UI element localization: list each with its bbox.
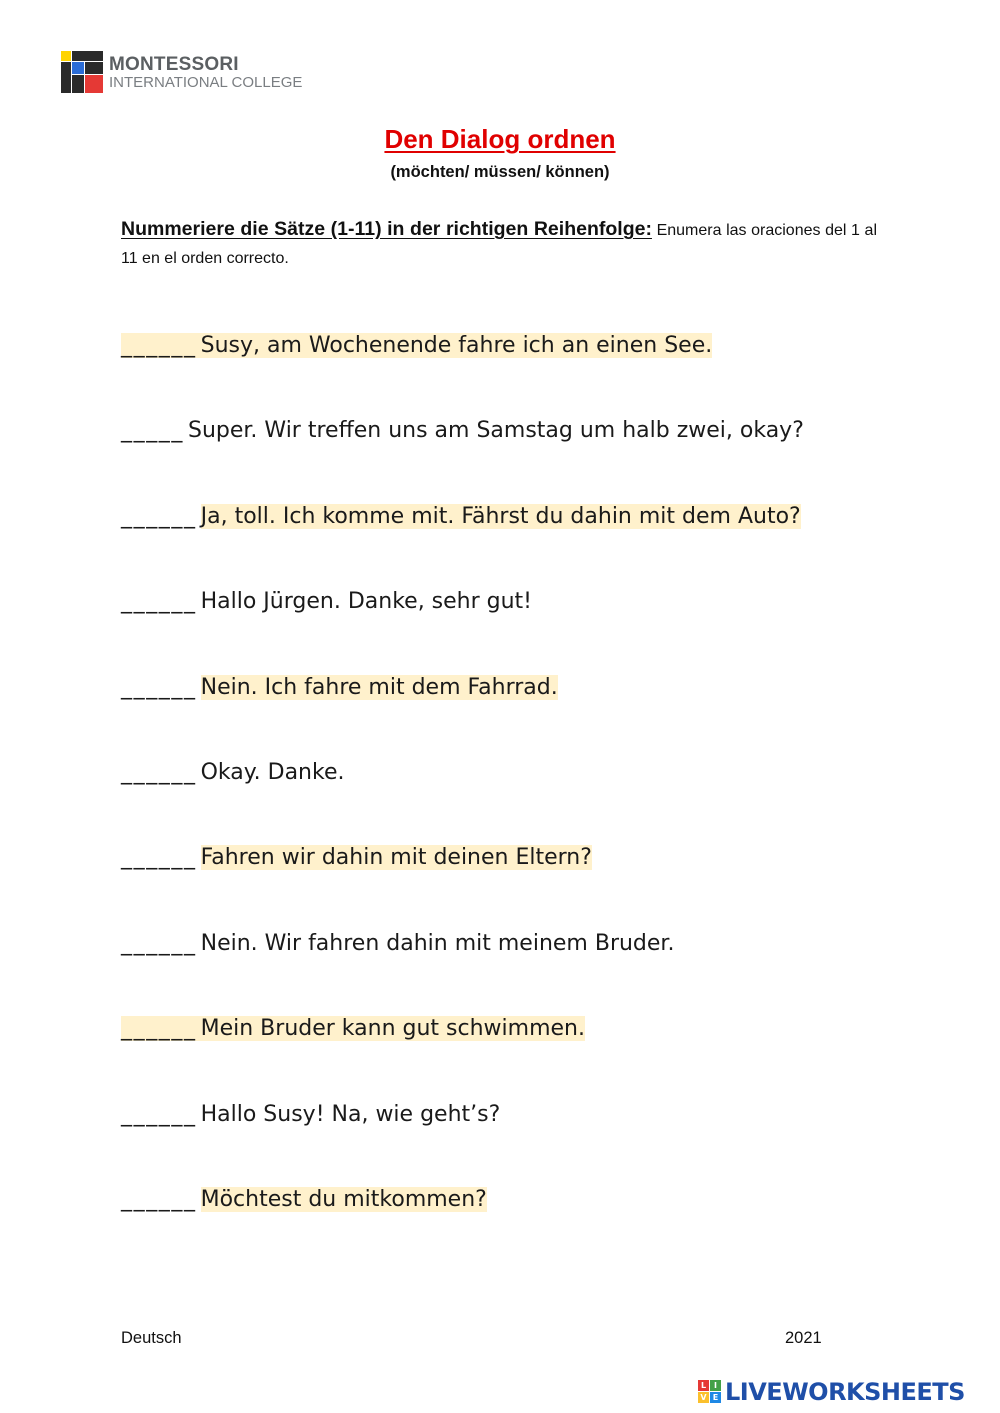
sentence-item <box>121 757 901 842</box>
liveworksheets-brand[interactable] <box>698 1378 965 1406</box>
answer-blank[interactable]: _____ <box>121 418 184 444</box>
footer-subject: Deutsch <box>121 1329 182 1347</box>
answer-blank[interactable]: ______ <box>121 333 201 358</box>
sentence-item <box>121 1099 901 1184</box>
answer-blank[interactable]: ______ <box>121 674 197 700</box>
instruction-german: Nummeriere die Sätze (1-11) in der richtigen Reihenfolge: <box>121 218 652 240</box>
sentence-text: Möchtest du mitkommen? <box>200 1186 487 1212</box>
answer-blank[interactable]: ______ <box>121 1016 201 1041</box>
sentence-text: Fahren wir dahin mit deinen Eltern? <box>200 845 592 871</box>
sentence-text: Nein. Wir fahren dahin mit meinem Bruder. <box>200 930 675 956</box>
sentence-text: Hallo Susy! Na, wie geht’s? <box>200 1101 501 1127</box>
sentence-text: Hallo Jürgen. Danke, sehr gut! <box>200 589 533 615</box>
answer-blank[interactable]: ______ <box>121 759 197 785</box>
lw-mark-letter: V <box>698 1392 709 1403</box>
instruction-spanish: Enumera las oraciones del 1 al 11 en el orden correcto. <box>121 222 877 267</box>
lw-mark-letter: I <box>710 1380 721 1391</box>
answer-blank[interactable]: ______ <box>121 845 197 871</box>
logo-name: MONTESSORI <box>109 53 239 75</box>
footer-year: 2021 <box>785 1329 822 1347</box>
sentence-item <box>121 586 901 671</box>
liveworksheets-name: LIVEWORKSHEETS <box>725 1378 965 1406</box>
liveworksheets-logo-icon <box>698 1380 722 1404</box>
sentence-text: Super. Wir treffen uns am Samstag um halb zwei, okay? <box>188 418 804 444</box>
sentence-item <box>121 672 901 757</box>
sentence-text: Nein. Ich fahre mit dem Fahrrad. <box>200 674 558 700</box>
lw-mark-letter: E <box>710 1392 721 1403</box>
lw-mark-letter: L <box>698 1380 709 1391</box>
sentence-item <box>121 1013 901 1098</box>
sentence-item <box>121 415 901 500</box>
sentence-text: Mein Bruder kann gut schwimmen. <box>200 1016 585 1042</box>
answer-blank[interactable]: ______ <box>121 1186 197 1212</box>
worksheet-subtitle: (möchten/ müssen/ können) <box>390 163 610 181</box>
logo-subtitle: INTERNATIONAL COLLEGE <box>109 73 303 91</box>
montessori-logo-icon <box>61 51 103 93</box>
sentence-list <box>121 330 901 1269</box>
sentence-text: Susy, am Wochenende fahre ich an einen See. <box>200 333 713 358</box>
answer-blank[interactable]: ______ <box>121 1101 197 1127</box>
answer-blank[interactable]: ______ <box>121 503 197 529</box>
worksheet-title: Den Dialog ordnen <box>384 124 616 154</box>
sentence-item <box>121 842 901 927</box>
answer-blank[interactable]: ______ <box>121 930 197 956</box>
sentence-item <box>121 928 901 1013</box>
answer-blank[interactable]: ______ <box>121 589 197 615</box>
sentence-item <box>121 501 901 586</box>
instruction <box>121 215 877 273</box>
sentence-item <box>121 1184 901 1269</box>
sentence-text: Okay. Danke. <box>200 759 345 785</box>
school-logo <box>61 51 302 93</box>
sentence-text: Ja, toll. Ich komme mit. Fährst du dahin mit dem Auto? <box>200 503 801 529</box>
sentence-item <box>121 330 901 415</box>
